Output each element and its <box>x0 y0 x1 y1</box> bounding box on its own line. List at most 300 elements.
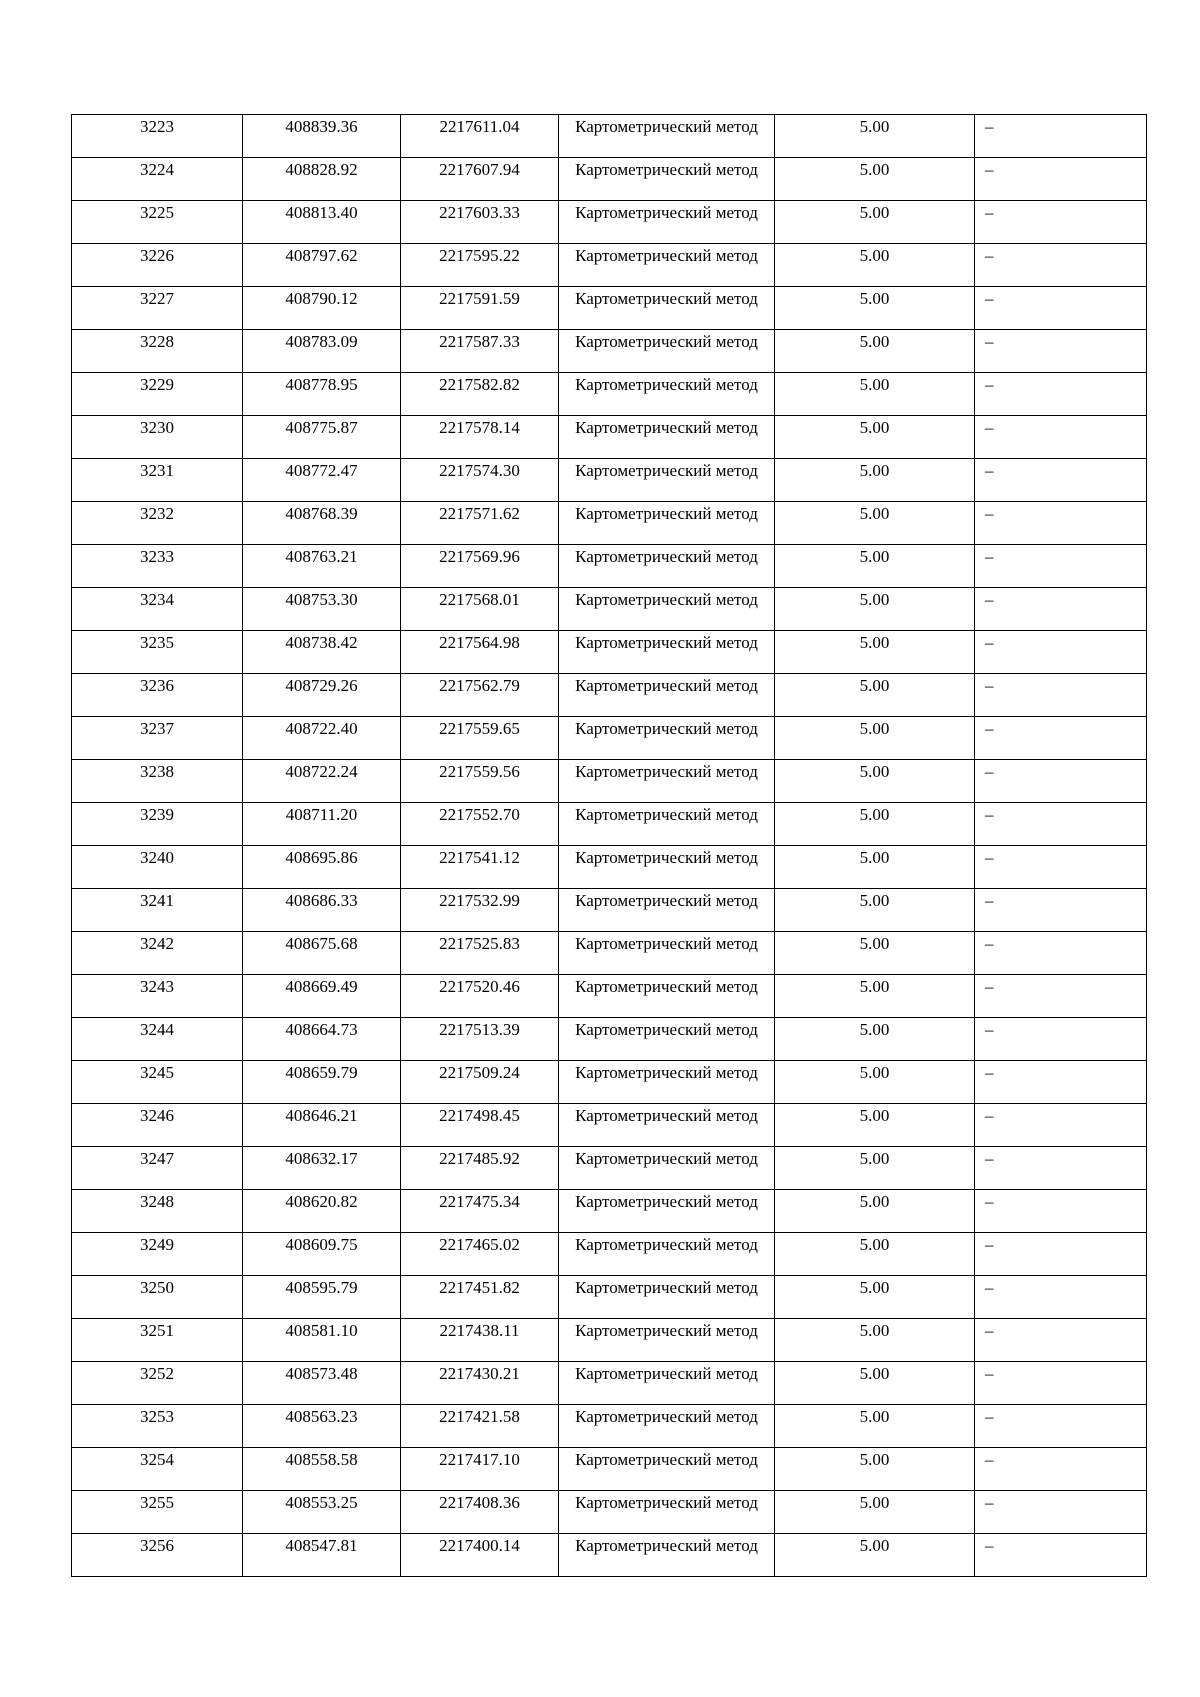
method-text: Картометрический метод <box>575 117 758 136</box>
accuracy-text: 5.00 <box>859 762 890 781</box>
cell-method <box>559 330 775 373</box>
cell-accuracy <box>775 1534 975 1577</box>
method-text: Картометрический метод <box>575 1106 758 1125</box>
cell-method <box>559 803 775 846</box>
cell-extra <box>975 1362 1147 1405</box>
cell-point-number <box>72 416 243 459</box>
point-number-text: 3256 <box>140 1536 174 1555</box>
cell-point-number <box>72 115 243 158</box>
cell-method <box>559 1276 775 1319</box>
point-number-text: 3223 <box>140 117 174 136</box>
table-row <box>72 1018 1147 1061</box>
y-coordinate-text: 2217465.02 <box>439 1235 520 1254</box>
cell-x-coordinate <box>243 631 401 674</box>
y-coordinate-text: 2217578.14 <box>439 418 520 437</box>
method-text: Картометрический метод <box>575 934 758 953</box>
x-coordinate-text: 408783.09 <box>285 332 358 351</box>
cell-accuracy <box>775 803 975 846</box>
cell-accuracy <box>775 1147 975 1190</box>
method-text: Картометрический метод <box>575 246 758 265</box>
cell-point-number <box>72 373 243 416</box>
x-coordinate-text: 408711.20 <box>285 805 358 824</box>
method-text: Картометрический метод <box>575 1493 758 1512</box>
point-number-text: 3231 <box>140 461 174 480</box>
accuracy-text: 5.00 <box>859 160 890 179</box>
table-row <box>72 1362 1147 1405</box>
cell-y-coordinate <box>401 1104 559 1147</box>
x-coordinate-text: 408722.40 <box>285 719 358 738</box>
method-text: Картометрический метод <box>575 332 758 351</box>
cell-x-coordinate <box>243 1405 401 1448</box>
extra-text: – <box>985 1321 994 1340</box>
point-number-text: 3247 <box>140 1149 174 1168</box>
extra-text: – <box>985 1235 994 1254</box>
cell-method <box>559 631 775 674</box>
cell-method <box>559 158 775 201</box>
point-number-text: 3232 <box>140 504 174 523</box>
cell-point-number <box>72 846 243 889</box>
point-number-text: 3244 <box>140 1020 174 1039</box>
cell-extra <box>975 502 1147 545</box>
extra-text: – <box>985 1149 994 1168</box>
table-row <box>72 1233 1147 1276</box>
cell-y-coordinate <box>401 244 559 287</box>
cell-method <box>559 502 775 545</box>
cell-accuracy <box>775 115 975 158</box>
accuracy-text: 5.00 <box>859 1450 890 1469</box>
y-coordinate-text: 2217607.94 <box>439 160 520 179</box>
point-number-text: 3245 <box>140 1063 174 1082</box>
cell-extra <box>975 1319 1147 1362</box>
extra-text: – <box>985 547 994 566</box>
method-text: Картометрический метод <box>575 1192 758 1211</box>
x-coordinate-text: 408729.26 <box>285 676 358 695</box>
point-number-text: 3248 <box>140 1192 174 1211</box>
cell-accuracy <box>775 244 975 287</box>
x-coordinate-text: 408573.48 <box>285 1364 358 1383</box>
cell-x-coordinate <box>243 846 401 889</box>
extra-text: – <box>985 977 994 996</box>
x-coordinate-text: 408768.39 <box>285 504 358 523</box>
point-number-text: 3235 <box>140 633 174 652</box>
table-row <box>72 459 1147 502</box>
table-row <box>72 1405 1147 1448</box>
cell-method <box>559 1319 775 1362</box>
cell-y-coordinate <box>401 1190 559 1233</box>
extra-text: – <box>985 762 994 781</box>
cell-method <box>559 287 775 330</box>
accuracy-text: 5.00 <box>859 848 890 867</box>
cell-x-coordinate <box>243 1147 401 1190</box>
table-row <box>72 1147 1147 1190</box>
x-coordinate-text: 408659.79 <box>285 1063 358 1082</box>
y-coordinate-text: 2217611.04 <box>439 117 520 136</box>
accuracy-text: 5.00 <box>859 719 890 738</box>
cell-method <box>559 1405 775 1448</box>
accuracy-text: 5.00 <box>859 1278 890 1297</box>
extra-text: – <box>985 891 994 910</box>
table-row <box>72 416 1147 459</box>
table-row <box>72 1061 1147 1104</box>
accuracy-text: 5.00 <box>859 1063 890 1082</box>
accuracy-text: 5.00 <box>859 1407 890 1426</box>
extra-text: – <box>985 332 994 351</box>
accuracy-text: 5.00 <box>859 117 890 136</box>
x-coordinate-text: 408620.82 <box>285 1192 358 1211</box>
cell-method <box>559 932 775 975</box>
table-row <box>72 760 1147 803</box>
cell-y-coordinate <box>401 1405 559 1448</box>
x-coordinate-text: 408581.10 <box>285 1321 358 1340</box>
cell-extra <box>975 1147 1147 1190</box>
cell-y-coordinate <box>401 502 559 545</box>
table-row <box>72 545 1147 588</box>
table-row <box>72 889 1147 932</box>
cell-accuracy <box>775 1233 975 1276</box>
cell-extra <box>975 932 1147 975</box>
extra-text: – <box>985 1493 994 1512</box>
extra-text: – <box>985 1536 994 1555</box>
cell-point-number <box>72 1491 243 1534</box>
cell-y-coordinate <box>401 932 559 975</box>
cell-point-number <box>72 1362 243 1405</box>
cell-method <box>559 115 775 158</box>
extra-text: – <box>985 1020 994 1039</box>
cell-y-coordinate <box>401 1534 559 1577</box>
table-row <box>72 330 1147 373</box>
accuracy-text: 5.00 <box>859 934 890 953</box>
x-coordinate-text: 408695.86 <box>285 848 358 867</box>
y-coordinate-text: 2217513.39 <box>439 1020 520 1039</box>
cell-accuracy <box>775 1405 975 1448</box>
x-coordinate-text: 408790.12 <box>285 289 358 308</box>
table-row <box>72 1276 1147 1319</box>
x-coordinate-text: 408763.21 <box>285 547 358 566</box>
cell-accuracy <box>775 1276 975 1319</box>
cell-extra <box>975 1448 1147 1491</box>
method-text: Картометрический метод <box>575 762 758 781</box>
accuracy-text: 5.00 <box>859 461 890 480</box>
cell-extra <box>975 1104 1147 1147</box>
cell-y-coordinate <box>401 1319 559 1362</box>
cell-method <box>559 760 775 803</box>
method-text: Картометрический метод <box>575 1020 758 1039</box>
extra-text: – <box>985 375 994 394</box>
point-number-text: 3253 <box>140 1407 174 1426</box>
accuracy-text: 5.00 <box>859 289 890 308</box>
cell-point-number <box>72 459 243 502</box>
cell-x-coordinate <box>243 459 401 502</box>
accuracy-text: 5.00 <box>859 1321 890 1340</box>
x-coordinate-text: 408646.21 <box>285 1106 358 1125</box>
cell-accuracy <box>775 631 975 674</box>
accuracy-text: 5.00 <box>859 633 890 652</box>
cell-x-coordinate <box>243 1319 401 1362</box>
cell-accuracy <box>775 1448 975 1491</box>
cell-point-number <box>72 1104 243 1147</box>
cell-method <box>559 459 775 502</box>
cell-x-coordinate <box>243 287 401 330</box>
table-row <box>72 975 1147 1018</box>
cell-accuracy <box>775 932 975 975</box>
x-coordinate-text: 408772.47 <box>285 461 358 480</box>
cell-x-coordinate <box>243 803 401 846</box>
cell-x-coordinate <box>243 545 401 588</box>
cell-method <box>559 717 775 760</box>
cell-method <box>559 1061 775 1104</box>
cell-extra <box>975 588 1147 631</box>
y-coordinate-text: 2217595.22 <box>439 246 520 265</box>
cell-accuracy <box>775 1104 975 1147</box>
cell-accuracy <box>775 502 975 545</box>
table-row <box>72 932 1147 975</box>
accuracy-text: 5.00 <box>859 1493 890 1512</box>
method-text: Картометрический метод <box>575 418 758 437</box>
x-coordinate-text: 408813.40 <box>285 203 358 222</box>
x-coordinate-text: 408778.95 <box>285 375 358 394</box>
cell-point-number <box>72 803 243 846</box>
cell-point-number <box>72 1405 243 1448</box>
accuracy-text: 5.00 <box>859 1235 890 1254</box>
cell-point-number <box>72 545 243 588</box>
cell-extra <box>975 330 1147 373</box>
cell-x-coordinate <box>243 1061 401 1104</box>
method-text: Картометрический метод <box>575 633 758 652</box>
x-coordinate-text: 408595.79 <box>285 1278 358 1297</box>
x-coordinate-text: 408828.92 <box>285 160 358 179</box>
cell-extra <box>975 287 1147 330</box>
cell-extra <box>975 1534 1147 1577</box>
extra-text: – <box>985 1278 994 1297</box>
cell-accuracy <box>775 846 975 889</box>
cell-accuracy <box>775 1362 975 1405</box>
extra-text: – <box>985 1450 994 1469</box>
x-coordinate-text: 408775.87 <box>285 418 358 437</box>
y-coordinate-text: 2217559.65 <box>439 719 520 738</box>
cell-extra <box>975 674 1147 717</box>
point-number-text: 3243 <box>140 977 174 996</box>
point-number-text: 3239 <box>140 805 174 824</box>
cell-method <box>559 674 775 717</box>
cell-accuracy <box>775 674 975 717</box>
cell-extra <box>975 416 1147 459</box>
cell-y-coordinate <box>401 717 559 760</box>
cell-accuracy <box>775 201 975 244</box>
cell-method <box>559 1534 775 1577</box>
cell-extra <box>975 889 1147 932</box>
cell-y-coordinate <box>401 631 559 674</box>
method-text: Картометрический метод <box>575 1364 758 1383</box>
cell-x-coordinate <box>243 1276 401 1319</box>
cell-accuracy <box>775 416 975 459</box>
cell-point-number <box>72 1534 243 1577</box>
cell-y-coordinate <box>401 1276 559 1319</box>
method-text: Картометрический метод <box>575 1450 758 1469</box>
extra-text: – <box>985 719 994 738</box>
cell-y-coordinate <box>401 158 559 201</box>
cell-x-coordinate <box>243 717 401 760</box>
method-text: Картометрический метод <box>575 1278 758 1297</box>
cell-method <box>559 1362 775 1405</box>
point-number-text: 3240 <box>140 848 174 867</box>
cell-point-number <box>72 502 243 545</box>
table-row <box>72 201 1147 244</box>
extra-text: – <box>985 246 994 265</box>
accuracy-text: 5.00 <box>859 977 890 996</box>
extra-text: – <box>985 805 994 824</box>
accuracy-text: 5.00 <box>859 1149 890 1168</box>
extra-text: – <box>985 1063 994 1082</box>
cell-point-number <box>72 244 243 287</box>
y-coordinate-text: 2217408.36 <box>439 1493 520 1512</box>
extra-text: – <box>985 1106 994 1125</box>
y-coordinate-text: 2217498.45 <box>439 1106 520 1125</box>
y-coordinate-text: 2217559.56 <box>439 762 520 781</box>
cell-point-number <box>72 588 243 631</box>
point-number-text: 3251 <box>140 1321 174 1340</box>
x-coordinate-text: 408563.23 <box>285 1407 358 1426</box>
cell-method <box>559 201 775 244</box>
cell-method <box>559 244 775 287</box>
cell-extra <box>975 244 1147 287</box>
cell-extra <box>975 846 1147 889</box>
cell-x-coordinate <box>243 889 401 932</box>
cell-accuracy <box>775 459 975 502</box>
cell-accuracy <box>775 588 975 631</box>
x-coordinate-text: 408722.24 <box>285 762 358 781</box>
method-text: Картометрический метод <box>575 289 758 308</box>
cell-x-coordinate <box>243 1491 401 1534</box>
cell-point-number <box>72 1233 243 1276</box>
cell-extra <box>975 717 1147 760</box>
point-number-text: 3250 <box>140 1278 174 1297</box>
table-row <box>72 803 1147 846</box>
cell-x-coordinate <box>243 760 401 803</box>
cell-point-number <box>72 760 243 803</box>
extra-text: – <box>985 590 994 609</box>
cell-x-coordinate <box>243 201 401 244</box>
cell-accuracy <box>775 889 975 932</box>
accuracy-text: 5.00 <box>859 676 890 695</box>
table-row <box>72 588 1147 631</box>
cell-accuracy <box>775 545 975 588</box>
y-coordinate-text: 2217451.82 <box>439 1278 520 1297</box>
table-row <box>72 502 1147 545</box>
method-text: Картометрический метод <box>575 1536 758 1555</box>
cell-point-number <box>72 330 243 373</box>
x-coordinate-text: 408686.33 <box>285 891 358 910</box>
cell-extra <box>975 459 1147 502</box>
cell-accuracy <box>775 760 975 803</box>
method-text: Картометрический метод <box>575 375 758 394</box>
cell-x-coordinate <box>243 502 401 545</box>
cell-point-number <box>72 287 243 330</box>
cell-extra <box>975 1233 1147 1276</box>
extra-text: – <box>985 203 994 222</box>
cell-extra <box>975 115 1147 158</box>
cell-y-coordinate <box>401 1448 559 1491</box>
point-number-text: 3236 <box>140 676 174 695</box>
cell-extra <box>975 1061 1147 1104</box>
table-row <box>72 287 1147 330</box>
cell-point-number <box>72 1448 243 1491</box>
method-text: Картометрический метод <box>575 1407 758 1426</box>
cell-method <box>559 846 775 889</box>
point-number-text: 3226 <box>140 246 174 265</box>
cell-accuracy <box>775 717 975 760</box>
cell-accuracy <box>775 1491 975 1534</box>
cell-x-coordinate <box>243 330 401 373</box>
cell-y-coordinate <box>401 201 559 244</box>
point-number-text: 3233 <box>140 547 174 566</box>
cell-point-number <box>72 1147 243 1190</box>
cell-method <box>559 1448 775 1491</box>
point-number-text: 3237 <box>140 719 174 738</box>
cell-extra <box>975 201 1147 244</box>
cell-method <box>559 1018 775 1061</box>
accuracy-text: 5.00 <box>859 1106 890 1125</box>
accuracy-text: 5.00 <box>859 547 890 566</box>
y-coordinate-text: 2217574.30 <box>439 461 520 480</box>
cell-extra <box>975 1405 1147 1448</box>
point-number-text: 3238 <box>140 762 174 781</box>
method-text: Картометрический метод <box>575 203 758 222</box>
extra-text: – <box>985 633 994 652</box>
cell-y-coordinate <box>401 1362 559 1405</box>
cell-point-number <box>72 717 243 760</box>
cell-point-number <box>72 975 243 1018</box>
cell-x-coordinate <box>243 244 401 287</box>
cell-extra <box>975 1018 1147 1061</box>
table-row <box>72 158 1147 201</box>
table-row <box>72 717 1147 760</box>
cell-y-coordinate <box>401 588 559 631</box>
cell-point-number <box>72 1190 243 1233</box>
cell-point-number <box>72 889 243 932</box>
table-row <box>72 244 1147 287</box>
table-row <box>72 1190 1147 1233</box>
extra-text: – <box>985 1364 994 1383</box>
x-coordinate-text: 408675.68 <box>285 934 358 953</box>
coordinates-table <box>71 114 1147 1577</box>
point-number-text: 3229 <box>140 375 174 394</box>
extra-text: – <box>985 461 994 480</box>
cell-y-coordinate <box>401 287 559 330</box>
cell-y-coordinate <box>401 803 559 846</box>
method-text: Картометрический метод <box>575 977 758 996</box>
method-text: Картометрический метод <box>575 891 758 910</box>
method-text: Картометрический метод <box>575 848 758 867</box>
accuracy-text: 5.00 <box>859 375 890 394</box>
y-coordinate-text: 2217525.83 <box>439 934 520 953</box>
cell-method <box>559 545 775 588</box>
cell-y-coordinate <box>401 459 559 502</box>
x-coordinate-text: 408839.36 <box>285 117 358 136</box>
cell-method <box>559 1233 775 1276</box>
cell-method <box>559 1190 775 1233</box>
x-coordinate-text: 408547.81 <box>285 1536 358 1555</box>
y-coordinate-text: 2217564.98 <box>439 633 520 652</box>
accuracy-text: 5.00 <box>859 246 890 265</box>
y-coordinate-text: 2217532.99 <box>439 891 520 910</box>
cell-extra <box>975 803 1147 846</box>
cell-accuracy <box>775 975 975 1018</box>
cell-extra <box>975 1276 1147 1319</box>
y-coordinate-text: 2217569.96 <box>439 547 520 566</box>
accuracy-text: 5.00 <box>859 203 890 222</box>
cell-method <box>559 588 775 631</box>
table-row <box>72 1491 1147 1534</box>
